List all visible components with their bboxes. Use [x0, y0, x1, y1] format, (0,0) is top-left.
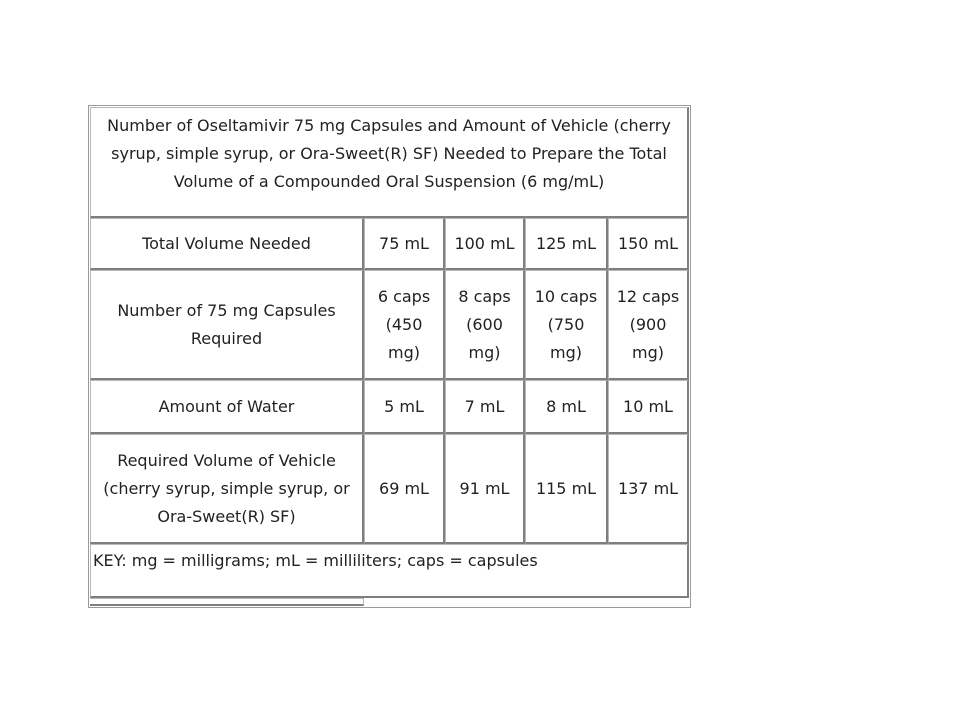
vehicle-cell: 69 mL — [364, 434, 445, 544]
vehicle-label: Required Volume of Vehicle (cherry syrup, simple syrup, or Ora-Sweet(R) SF) — [103, 450, 350, 526]
vehicle-label-cell — [90, 434, 364, 544]
capsules-label: Number of 75 mg Capsules Required — [117, 300, 336, 348]
total-volume-cell: 100 mL — [445, 218, 525, 270]
total-volume-label-cell — [90, 218, 364, 270]
total-volume-label: Total Volume Needed — [142, 233, 311, 253]
table-key-cell — [90, 544, 689, 598]
capsules-label-cell — [90, 270, 364, 380]
capsules-cell: 12 caps (900 mg) — [608, 270, 689, 380]
water-cell: 5 mL — [364, 380, 445, 434]
total-volume-cell: 75 mL — [364, 218, 445, 270]
table-title: Number of Oseltamivir 75 mg Capsules and Amount of Vehicle (cherry syrup, simple syrup, or Ora-Sweet(R) SF) Needed to Prepare the Total Volume of a Compounded Oral Suspension (6 mg/mL) — [107, 116, 671, 191]
water-cell: 8 mL — [525, 380, 608, 434]
capsules-cell: 8 caps (600 mg) — [445, 270, 525, 380]
vehicle-cell: 91 mL — [445, 434, 525, 544]
water-label: Amount of Water — [158, 396, 295, 416]
capsules-cell: 10 caps (750 mg) — [525, 270, 608, 380]
oseltamivir-compounding-table — [88, 105, 691, 608]
water-cell: 7 mL — [445, 380, 525, 434]
water-label-cell — [90, 380, 364, 434]
vehicle-cell: 115 mL — [525, 434, 608, 544]
water-cell: 10 mL — [608, 380, 689, 434]
total-volume-cell: 125 mL — [525, 218, 608, 270]
table-key: KEY: mg = milligrams; mL = milliliters; caps = capsules — [93, 551, 538, 570]
table-bottom-strip — [90, 598, 364, 606]
vehicle-cell: 137 mL — [608, 434, 689, 544]
table-title-cell — [90, 107, 689, 218]
capsules-cell: 6 caps (450 mg) — [364, 270, 445, 380]
total-volume-cell: 150 mL — [608, 218, 689, 270]
